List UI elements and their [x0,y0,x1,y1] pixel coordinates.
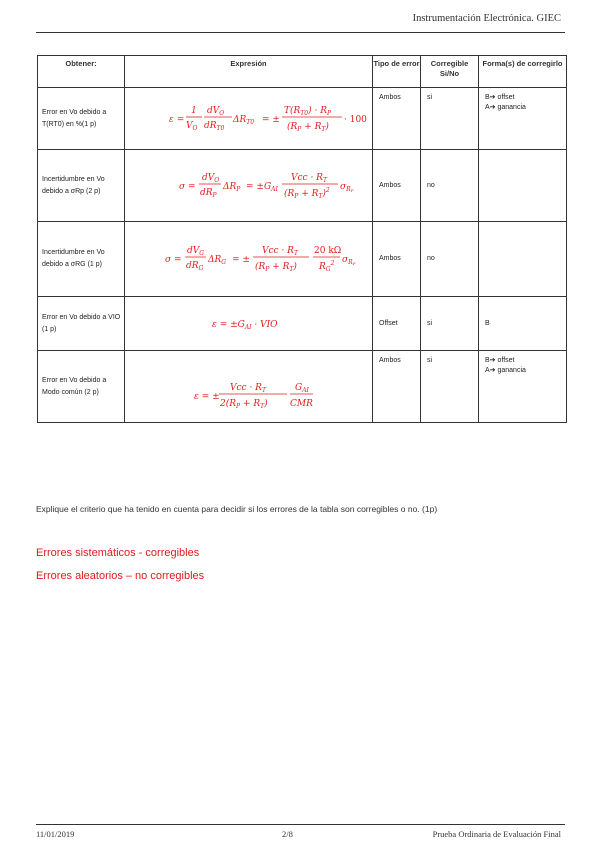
svg-text:(RP + RT)2: $(R_P + R_T)^2$ [283,186,330,200]
row5-forma-1: B➔ offset [485,357,515,364]
svg-text:· 100: · 100 [343,114,367,125]
row2-obtener: Incertidumbre en Vo debido a σRp (2 p) [38,150,125,222]
svg-text:ΔRG: $\Delta R_G$ [207,255,226,266]
row1-formula [125,88,373,150]
svg-text:VO: $V_O$ [185,120,197,132]
row1-corregible [421,88,479,150]
row2-corregible: no [421,150,479,222]
svg-text:dVG: $dV_G$ [186,246,204,257]
footer-date: 11/01/2019 [36,829,75,839]
row4-tipo: Offset [373,297,421,351]
footer-exam: Prueba Ordinaria de Evaluación Final [432,829,561,839]
svg-text:= ±: = ± [261,114,280,125]
svg-text:= ±: = ± [231,255,250,265]
row3-formas [479,222,567,297]
row5-forma-2: A➔ ganancia [485,367,526,374]
header-title: Instrumentación Electrónica. GIEC [412,13,561,24]
row4-forma-1: B [485,319,490,327]
svg-text:σ =: σ = [178,181,196,192]
row1-formas [479,88,567,150]
svg-text:20 kΩ: 20 kΩ [313,246,341,256]
header-obtener: Obtener: [38,56,125,88]
row3-formula [125,222,373,297]
row2-tipo: Ambos [373,150,421,222]
svg-text:dRP: $dR_P$ [199,187,217,199]
svg-text:σRP: $\sigma_RP$ [339,181,353,193]
row5-formas [479,351,567,423]
svg-text:(RP + RT): $(R_P + R_T)$ [286,121,329,133]
error-table [37,55,567,423]
row2-formas [479,150,567,222]
svg-text:RG2: $R_G^2$ [318,260,334,273]
row2-formula [125,150,373,222]
row5-formula [125,351,373,423]
svg-text:dVO: $dV_O$ [201,172,219,184]
page-footer [36,824,565,845]
answer-line-1: Errores sistemáticos - corregibles [36,547,200,559]
svg-text:T(RT0) · RP: $T(R_{T0}) \cdot R_P$ [283,105,331,117]
svg-text:1: 1 [190,105,197,116]
page-header [36,8,565,33]
row1-forma-2: A➔ ganancia [485,104,526,111]
row5-obtener: Error en Vo debido a Modo común (2 p) [38,351,125,423]
row5-tipo [373,351,421,423]
row3-obtener: Incertidumbre en Vo debido a σRG (1 p) [38,222,125,297]
question-text: Explique el criterio que ha tenido en cuenta para decidir si los errores de la tabla son corregibles o no. (1p) [36,504,438,514]
row4-obtener: Error en Vo debido a VIO (1 p) [38,297,125,351]
row1-obtener: Error en Vo debido a T(RT0) en %(1 p) [38,88,125,150]
header-formas: Forma(s) de corregirlo [479,56,567,88]
svg-text:ΔRP: $\Delta R_P$ [222,181,240,193]
table-row [38,297,567,351]
row5-corregible [421,351,479,423]
svg-text:ε = ±GAI · VIO: $\varepsilon = \pm G_{AI}$ · VIO [211,319,278,331]
svg-text:dRG: $dR_G$ [185,261,203,272]
svg-text:ε = ±: ε = ± [193,392,220,402]
svg-text:(RP + RT): $(R_P + R_T)$ [254,262,297,273]
svg-text:σRP: $\sigma_RP$ [341,255,355,266]
svg-text:Vcc · RT: Vcc · $R_T$ [229,383,266,394]
row1-tipo [373,88,421,150]
svg-text:GAI: $G_{AI}$ [294,383,309,394]
table-row [38,351,567,423]
answer-line-2: Errores aleatorios – no corregibles [36,570,205,582]
row1-corregible-text: si [427,94,433,101]
svg-text:dRT0: $dR_{T0}$ [203,120,224,132]
svg-text:= ±GAI: = $\pm G_{AI}$ [245,181,278,193]
table-row [38,88,567,150]
svg-text:dVO: $dV_O$ [206,105,224,117]
row5-tipo-text: Ambos [379,357,401,364]
header-expresion: Expresión [125,56,373,88]
svg-text:CMR: CMR [289,399,313,409]
row3-tipo: Ambos [373,222,421,297]
row5-corregible-text: si [427,357,433,364]
header-corregible: Corregible Si/No [421,56,479,88]
svg-text:Vcc · RT: Vcc · $R_T$ [290,172,327,184]
svg-text:ε =: ε = [168,114,184,125]
header-tipo: Tipo de error [373,56,421,88]
table-row [38,150,567,222]
row1-tipo-text: Ambos [379,94,401,101]
svg-text:Vcc · RT: Vcc · $R_T$ [261,246,298,257]
svg-text:2(RP + RT): $2(R_P + R_T)$ [219,399,268,410]
svg-text:σ =: σ = [164,255,182,265]
table-header-row [38,56,567,88]
svg-text:ΔRT0: $\Delta R_{T0}$ [232,114,254,126]
row3-corregible: no [421,222,479,297]
table-row [38,222,567,297]
row1-forma-1: B➔ offset [485,94,515,101]
row4-formula [125,297,373,351]
footer-page: 2/8 [282,829,293,839]
row4-corregible: si [421,297,479,351]
row4-formas [479,297,567,351]
